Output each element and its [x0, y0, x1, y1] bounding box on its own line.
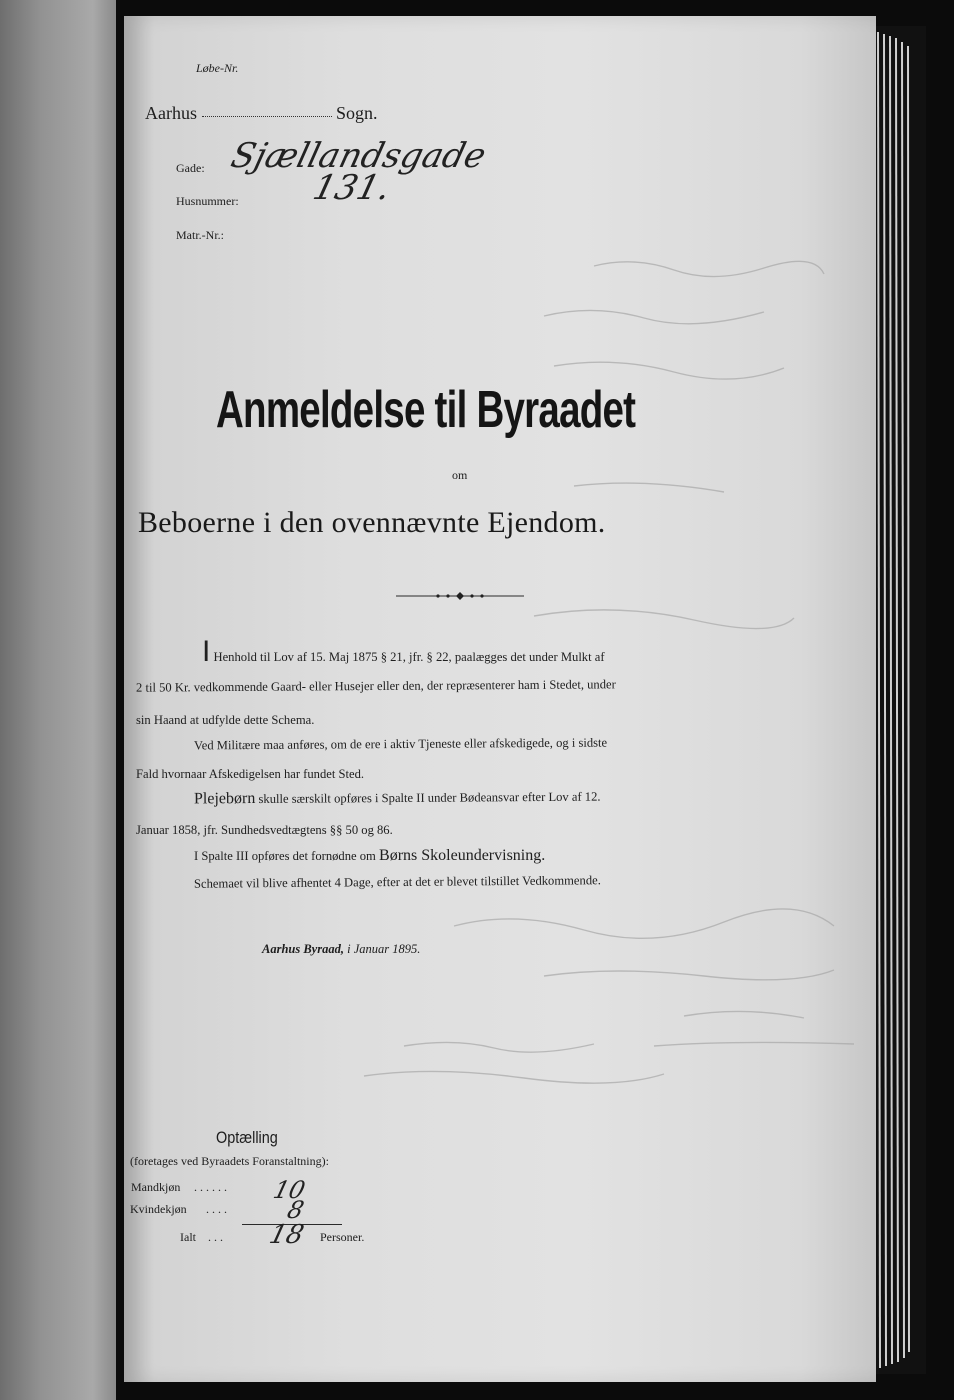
sogn-label: Sogn.: [336, 103, 378, 123]
form-page: [124, 16, 876, 1382]
instruction-p2-line1: Ved Militære maa anføres, om de ere i aktiv Tjeneste eller afskedigede, og i sidste: [193, 735, 608, 753]
female-value: 8: [284, 1196, 307, 1224]
bleed-through: [124, 16, 876, 1382]
total-dots: . . .: [208, 1230, 223, 1244]
female-dots: . . . .: [206, 1202, 227, 1216]
signature-line: [262, 942, 420, 957]
female-label: Kvindekjøn: [130, 1202, 187, 1216]
matr-nr-label: Matr.-Nr.:: [176, 228, 224, 242]
male-value: 10: [270, 1176, 309, 1204]
city-name: Aarhus: [145, 103, 197, 123]
skoleundervisning-phrase: Børns Skoleundervisning.: [379, 847, 546, 864]
gade-label: Gade:: [176, 161, 205, 175]
count-title: Optælling: [216, 1128, 278, 1147]
document-title: Anmeldelse til Byraadet: [216, 381, 636, 439]
instruction-p3-line2: Januar 1858, jfr. Sundhedsvedtægtens §§ 50 og 86.: [136, 823, 393, 837]
document-subtitle: Beboerne i den ovennævnte Ejendom.: [138, 506, 606, 539]
instruction-p4: I Spalte III opføres det fornødne om Børns Skoleundervisning.: [194, 847, 546, 864]
lobe-nr-label: Løbe-Nr.: [196, 61, 239, 75]
instruction-p3-line1: Plejebørn skulle særskilt opføres i Spalte II under Bødeansvar efter Lov af 12.: [193, 789, 601, 808]
husnummer-label: Husnummer:: [176, 194, 239, 208]
sogn-field-line: [202, 116, 332, 117]
instruction-p2-line2: Fald hvornaar Afskedigelsen har fundet Sted.: [136, 767, 365, 781]
male-dots: . . . . . .: [194, 1180, 227, 1194]
instruction-p5: Schemaet vil blive afhentet 4 Dage, efter at det er blevet tilstillet Vedkommende.: [193, 873, 601, 891]
signature-date: i Januar 1895.: [347, 942, 421, 956]
persons-unit: Personer.: [320, 1230, 365, 1244]
plejeborn-word: Plejebørn: [193, 789, 256, 808]
husnummer-value: 131.: [309, 168, 395, 208]
male-label: Mandkjøn: [131, 1180, 181, 1194]
instruction-p1-line2: 2 til 50 Kr. vedkommende Gaard- eller Husejer eller den, der repræsenterer ham i Stedet, under: [135, 677, 616, 695]
facing-page: [0, 0, 116, 1400]
ornament-divider: [396, 590, 524, 602]
gade-value: Sjællandsgade: [227, 136, 490, 176]
total-label: Ialt: [180, 1230, 196, 1244]
count-subtitle: (foretages ved Byraadets Foranstaltning):: [130, 1154, 329, 1168]
initial-letter: I: [202, 635, 211, 668]
instruction-p1-line3: sin Haand at udfylde dette Schema.: [136, 713, 315, 727]
total-value: 18: [266, 1220, 307, 1250]
title-om: om: [452, 468, 468, 482]
signature-org: Aarhus Byraad,: [262, 942, 344, 956]
instruction-p1-line1: I Henhold til Lov af 15. Maj 1875 § 21, jfr. § 22, paalægges det under Mulkt af: [202, 635, 605, 668]
